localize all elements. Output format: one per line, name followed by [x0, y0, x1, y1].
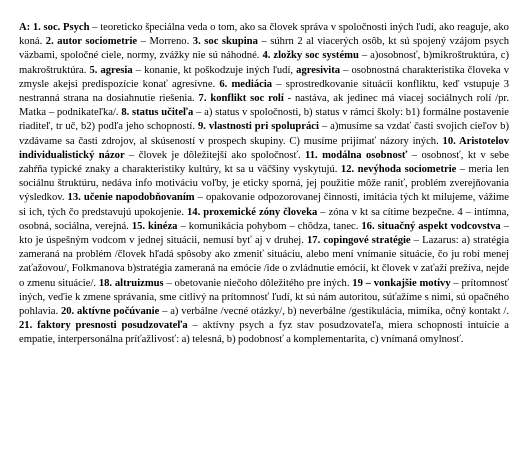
- term-definition: – osobnostná charakteristika človeka v zmysle akejsi predispozície konať agresívne.: [19, 64, 509, 90]
- term-heading: 2. autor sociometrie: [45, 36, 138, 48]
- term-heading: 3. soc skupina: [192, 36, 258, 48]
- term-definition: – a)osobnosť, b)mikroštruktúra, c) makroštruktúra.: [19, 50, 509, 76]
- term-heading: 16. situačný aspekt vodcovstva: [361, 220, 501, 232]
- term-definition: – sprostredkovanie situácii konfliktu, keď vstupuje 3 nestranná strana na dosiahnutie riešenia.: [19, 78, 509, 105]
- term-definition: – prítomnosť iných, veďie k zmene správania, sme citlivý na prítomnosť ľudí, kt sú nám autoritou, súťažíme s nimi, sú opačného pohlavia.: [19, 277, 509, 318]
- term-definition: – a) verbálne /vecné otázky/, b) neverbálne /gestikulácia, mimika, očný kontakt /.: [159, 306, 509, 318]
- term-heading: 8. status učiteľa: [121, 107, 194, 119]
- term-heading: 6. mediácia: [219, 78, 273, 90]
- term-definition: – Lazarus: a) stratégia zameraná na problém /človek hľadá spôsoby ako zmeniť situáciu, alebo mení vnímanie situácie, čo ju robí menej zaťažovou/, Folkmanova b)stratégia zameraná na emócie /ide o zvládnutie emócií, kt človek v zaťaží prežíva, nejde o zmenu situácie/.: [19, 235, 509, 289]
- term-definition: - nastáva, ak jedinec má viacej sociálnych rolí /pr. Matka – podnikateľka/.: [19, 93, 509, 119]
- term-definition: – opakovanie odpozorovanej činnosti, imitácia tých kt milujeme, vážime si ich, tých čo predstavujú upokojenie.: [19, 192, 509, 218]
- term-heading: 5. agresia: [89, 64, 133, 76]
- term-heading: 21. faktory presnosti posudzovateľa: [19, 320, 188, 332]
- term-definition: – komunikácia pohybom – chôdza, tanec.: [177, 220, 362, 232]
- term-heading: 9. vlastnosti pri spolupráci: [197, 121, 319, 133]
- term-definition: – zóna v kt sa cítime bezpečne. 4 – intímna, osobná, sociálna, verejná.: [19, 206, 509, 232]
- term-definition: – kto je úspešným vodcom v jednej situácii, nemusí byť aj v druhej.: [19, 220, 509, 247]
- term-definition: – konanie, kt poškodzuje iných ľudí,: [132, 64, 297, 76]
- term-heading: 10. Aristotelov individualistický názor: [19, 135, 509, 161]
- term-heading: 4. zložky soc systému: [262, 50, 359, 62]
- term-heading: 20. aktívne počúvanie: [60, 306, 160, 318]
- term-heading: 19 – vonkajšie motívy: [352, 277, 451, 289]
- term-definition: – meria len sociálnu štruktúru, nedáva info motiváciu voľby, je eticky sporná, jej použitie môže raniť, problém zverejňovania výsledkov.: [19, 164, 509, 204]
- term-definition: – aktívny psych a fyz stav posudzovateľa, miera schopnosti intuície a empatie, interpersonálna príťažlivosť: a) telesná, b) podobnosť a komplementarita, c) vnímaná omylnosť.: [19, 320, 509, 346]
- term-heading: 11. modálna osobnosť: [305, 149, 408, 161]
- term-definition: – teoreticko špeciálna veda o tom, ako sa človek správa v spoločnosti iných ľudí, ako reaguje, ako koná.: [19, 22, 509, 48]
- term-heading: 14. proxemické zóny človeka: [187, 206, 318, 218]
- term-definition: – a)musíme sa vzdať časti svojich cieľov b) vzdávame sa časti zdrojov, al skúseností v prospech skupiny. C) musíme prijímať názory iných.: [19, 121, 509, 147]
- term-definition: – a) status v spoločnosti, b) status v rámci školy: b1) formálne postavenie riaditeľ, tr uč, b2) podľa jeho schopností.: [19, 107, 509, 133]
- term-heading: agresivita: [296, 64, 341, 76]
- term-heading: 7. konflikt soc rolí: [198, 93, 284, 105]
- term-heading: A: 1. soc. Psych: [19, 22, 90, 33]
- term-definition: – súhrn 2 al viacerých osôb, kt sú spojený vzájom psych väzbami, spoločné ciele, normy, zvážky nie sú náhodné.: [19, 36, 509, 62]
- term-heading: 15. kinéza: [131, 220, 178, 232]
- term-heading: 17. copingové stratégie: [307, 235, 411, 247]
- document-body: [19, 21, 509, 461]
- term-definition: – človek je dôležitejší ako spoločnosť.: [124, 149, 306, 161]
- term-heading: 13. učenie napodobňovaním: [67, 192, 195, 204]
- term-heading: 12. nevýhoda sociometrie: [340, 164, 457, 176]
- term-heading: 18. altruizmus: [98, 277, 164, 289]
- term-definition: – osobnosť, kt v sebe zahŕňa typické znaky a charakteristiky kultúry, kt sa u väčšiny vyskytujú.: [19, 149, 509, 176]
- term-definition: – obetovanie niečoho dôležitého pre iných.: [163, 277, 353, 289]
- term-definition: – Morreno.: [137, 36, 193, 48]
